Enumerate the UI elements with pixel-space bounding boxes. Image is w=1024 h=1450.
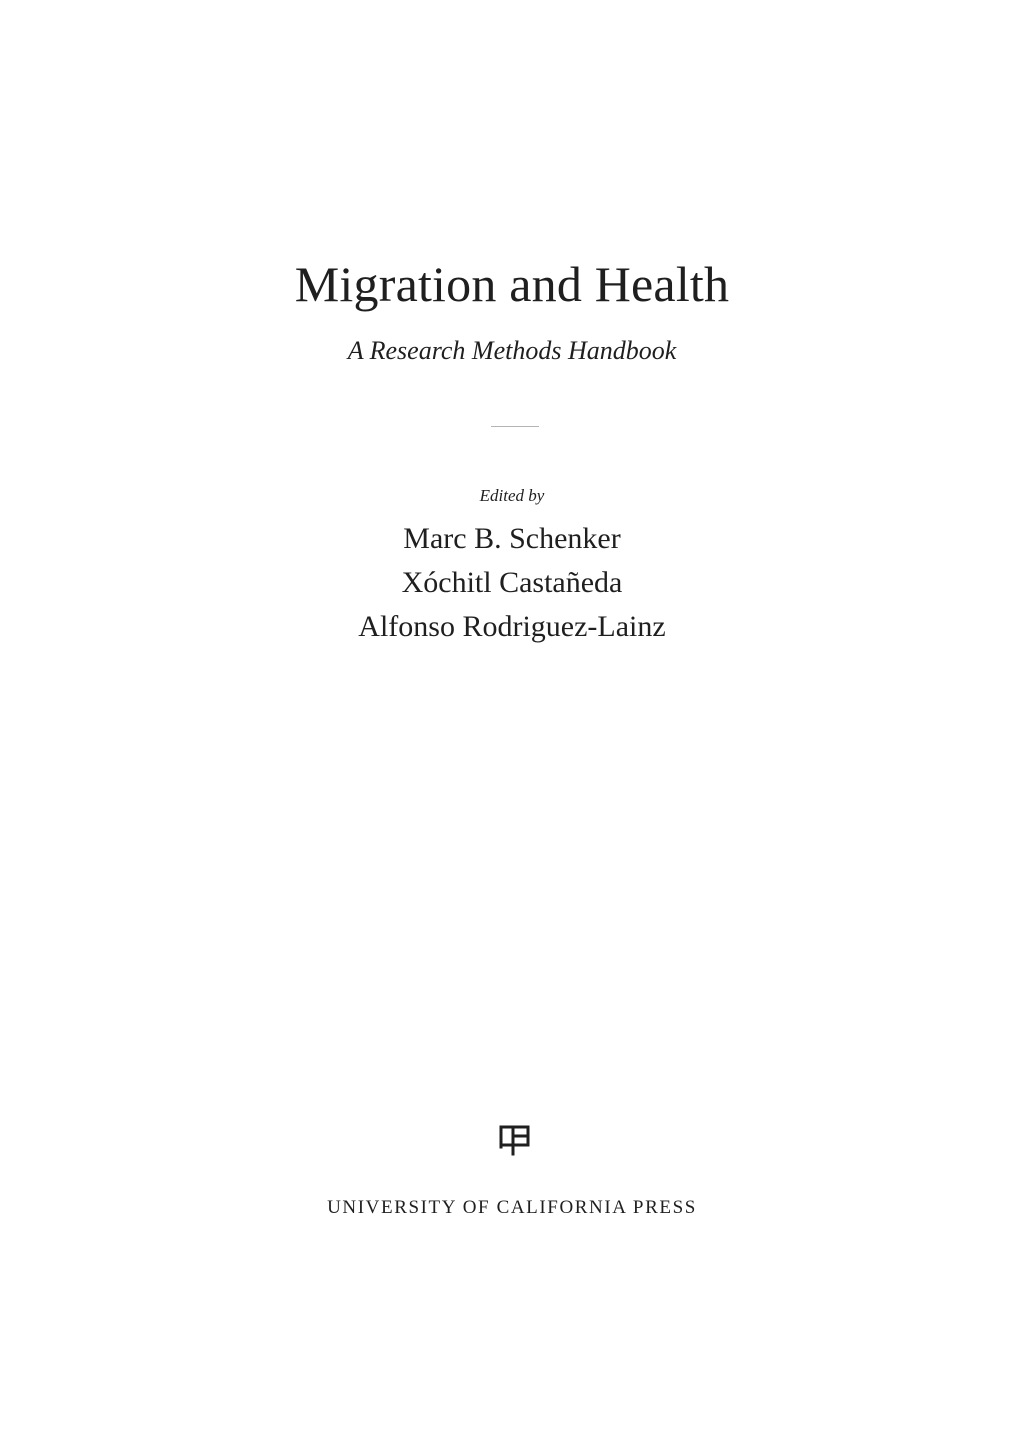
divider-rule: [491, 426, 539, 427]
publisher-name: UNIVERSITY OF CALIFORNIA PRESS: [327, 1197, 697, 1218]
edited-by-label: Edited by: [479, 486, 545, 505]
editors-list: [0, 517, 1024, 649]
book-subtitle: A Research Methods Handbook: [347, 336, 677, 365]
editor-name: Alfonso Rodriguez-Lainz: [358, 610, 666, 643]
ucpress-logo-icon: [499, 1123, 531, 1157]
book-title: Migration and Health: [294, 256, 730, 312]
editor-name: Marc B. Schenker: [403, 522, 621, 555]
editor-name: Xóchitl Castañeda: [401, 566, 623, 599]
